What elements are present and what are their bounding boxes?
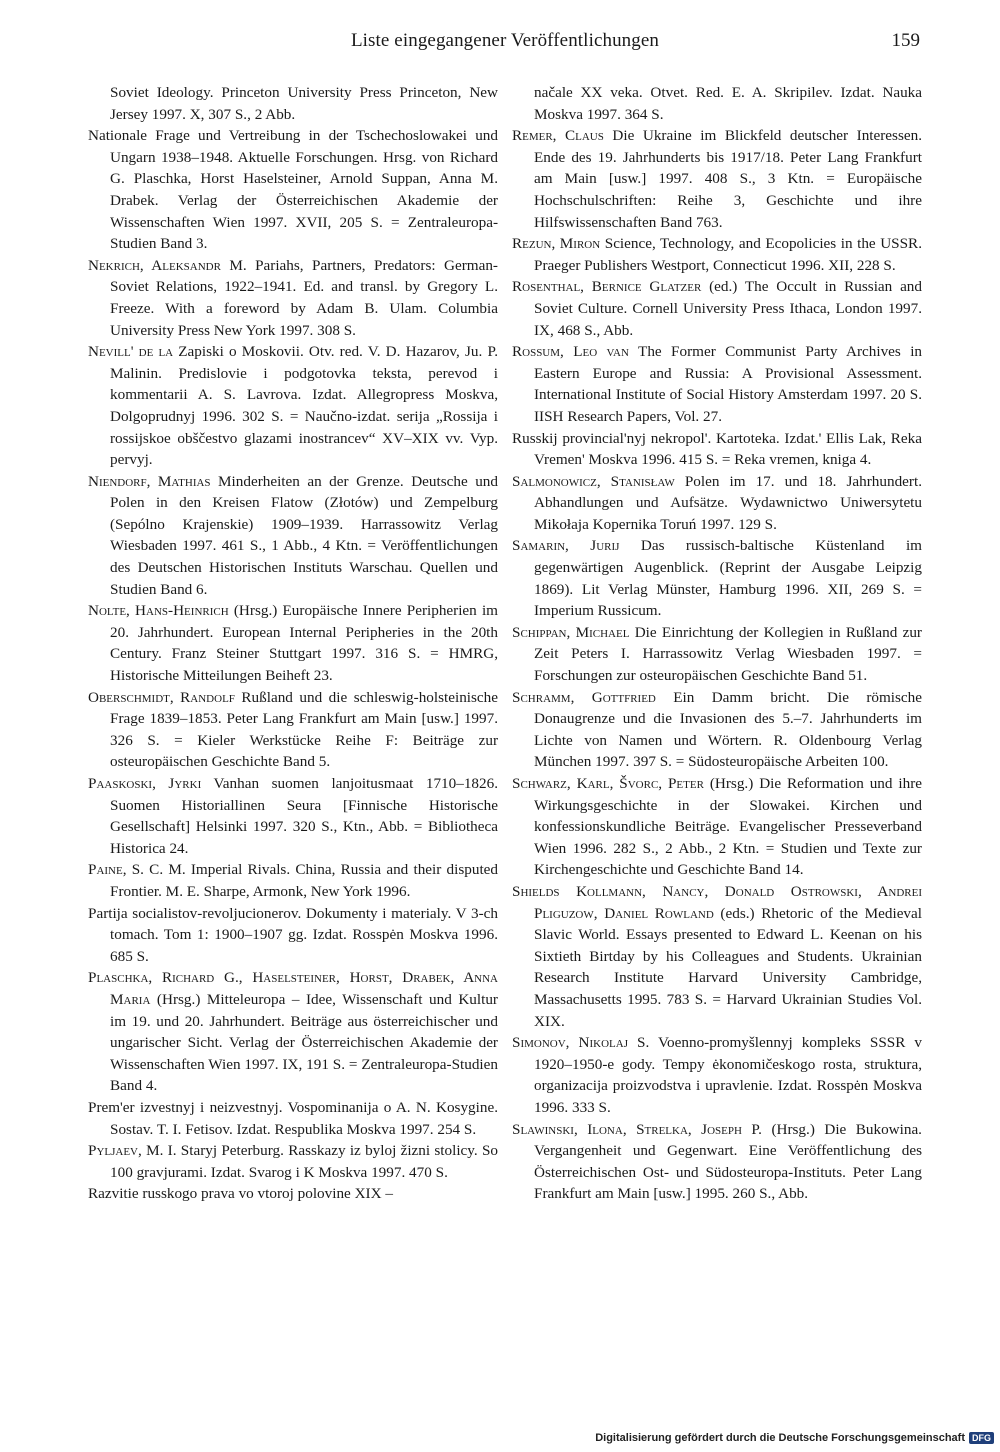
entry-author: Shields Kollmann, Nancy, Donald Ostrowski, Andrei Pliguzow, Daniel Rowland [512, 882, 922, 922]
entry-text: Nationale Frage und Vertreibung in der Tschechoslowakei und Ungarn 1938–1948. Aktuelle Forschungen. Hrsg. von Richard G. Plaschka, Horst Haselsteiner, Arnold Suppan, Anna M. Drabek. Verlag der Österreichischen Akademie der Wissenschaften Wien 1997. XVII, 205 S. = Zentraleuropa-Studien Band 3. [88, 127, 498, 253]
bibliography-entry [512, 881, 922, 1032]
entry-text: Razvitie russkogo prava vo vtoroj polovine XIX – [88, 1185, 393, 1203]
bibliography-entry [88, 1097, 498, 1140]
bibliography-entry [88, 1183, 498, 1205]
bibliography-entry [88, 967, 498, 1097]
entry-author: Rosenthal, Bernice Glatzer [512, 278, 702, 296]
bibliography-entry [512, 82, 922, 125]
bibliography-entry [88, 859, 498, 902]
entry-text: Rußland und die schleswig-holsteinische Frage 1839–1853. Peter Lang Frankfurt am Main [usw.] 1997. 326 S. = Kieler Werkstücke Reihe F: Beiträge zur osteuropäischen Geschichte Band 5. [110, 688, 498, 771]
entry-text: Vanhan suomen lanjoitusmaat 1710–1826. Suomen Historiallinen Seura [Finnische Historische Gesellschaft] Helsinki 1997. 320 S., Ktn., Abb. = Bibliotheca Historica 24. [110, 775, 498, 857]
entry-text: Soviet Ideology. Princeton University Press Princeton, New Jersey 1997. X, 307 S., 2 Abb. [110, 84, 498, 123]
running-title: Liste eingegangener Veröffentlichungen [350, 30, 660, 51]
bibliography-entry [512, 1032, 922, 1118]
bibliography-entry [512, 773, 922, 881]
entry-text: Die Ukraine im Blickfeld deutscher Interessen. Ende des 19. Jahrhunderts bis 1917/18. Peter Lang Frankfurt am Main [usw.] 1997. 408 S., 3 Ktn. = Europäische Hochschulschriften: Reihe 3, Geschichte und ihre Hilfswissenschaften Band 763. [534, 127, 922, 231]
entry-text: Zapiski o Moskovii. Otv. red. V. D. Hazarov, Ju. P. Malinin. Predislovie i podgotovka teksta, perevod i kommentarii A. S. Lavrova. Izdat. Allegropress Moskva, Dolgoprudnyj 1996. 302 S. = Naučno-izdat. serija „Rossija i rossijskoe obščestvo glazami inostrancev“ XV–XIX vv. Vyp. pervyj. [110, 343, 499, 469]
bibliography-entry [88, 687, 498, 773]
entry-text: Staryj Peterburg. Rasskazy iz byloj žizni stolicy. So 100 gravjurami. Izdat. Svarog i K Moskva 1997. 470 S. [110, 1142, 499, 1181]
entry-author: Paine, S. C. M. [88, 861, 186, 879]
bibliography-entry [512, 535, 922, 621]
bibliography-entry [88, 471, 498, 601]
right-column [512, 82, 922, 1205]
entry-author: Nolte, Hans-Heinrich [88, 602, 229, 620]
entry-text: Prem'er izvestnyj i neizvestnyj. Vospominanija o A. N. Kosygine. Sostav. T. I. Fetisov. Izdat. Respublika Moskva 1997. 254 S. [88, 1098, 498, 1138]
entry-text: (Hrsg.) Die Reformation und ihre Wirkungsgeschichte in der Slowakei. Kirchen und konfessionskundliche Beiträge. Evangelischer Presseverband Wien 1996. 282 S., 2 Abb., 2 Ktn. = Studien und Texte zur Kirchengeschichte und Geschichte Band 14. [534, 775, 923, 879]
entry-text: Russkij provincial'nyj nekropol'. Kartoteka. Izdat.' Ellis Lak, Reka Vremen' Moskva 1996. 415 S. = Reka vremen, kniga 4. [512, 429, 922, 469]
entry-text: (ed.) The Occult in Russian and Soviet Culture. Cornell University Press Ithaca, London 1997. IX, 468 S., Abb. [534, 278, 922, 339]
entry-author: Slawinski, Ilona, Strelka, Joseph P. [512, 1120, 762, 1138]
bibliography-entry [88, 903, 498, 968]
bibliography-entry [512, 276, 922, 341]
entry-author: Plaschka, Richard G., Haselsteiner, Horst, Drabek, Anna Maria [88, 969, 498, 1008]
entry-author: Niendorf, Mathias [88, 472, 211, 490]
bibliography-entry [88, 1140, 498, 1183]
entry-author: Oberschmidt, Randolf [88, 688, 235, 706]
entry-text: (Hrsg.) Die Bukowina. Vergangenheit und Gegenwart. Eine Veröffentlichung des Österreichischen Ost- und Südosteuropa-Instituts. Peter Lang Frankfurt am Main [usw.] 1995. 260 S., Abb. [534, 1120, 922, 1203]
entry-text: Minderheiten an der Grenze. Deutsche und Polen in den Kreisen Flatow (Złotów) und Zempelburg (Sepólno Krajenskie) 1909–1939. Harrassowitz Verlag Wiesbaden 1997. 461 S., 1 Abb., 4 Ktn. = Veröffentlichungen des Deutschen Historischen Instituts Warschau. Quellen und Studien Band 6. [110, 472, 498, 598]
entry-text: Partija socialistov-revoljucionerov. Dokumenty i materialy. V 3-ch tomach. Tom 1: 1900–1907 gg. Izdat. Rosspėn Moskva 1996. 685 S. [88, 904, 498, 965]
page-number: 159 [891, 30, 920, 51]
bibliography-entry [512, 687, 922, 773]
bibliography-entry [512, 428, 922, 471]
footer-credit: Digitalisierung gefördert durch die Deutsche Forschungsgemeinschaft [595, 1432, 965, 1444]
bibliography-entry [88, 773, 498, 859]
left-column [88, 82, 498, 1205]
entry-text: The Former Communist Party Archives in Eastern Europe and Russia: A Provisional Assessment. International Institute of Social History Amsterdam 1997. 20 S. IISH Research Papers, Vol. 27. [534, 343, 923, 425]
entry-text: Polen im 17. und 18. Jahrhundert. Abhandlungen und Aufsätze. Wydawnictwo Uniwersytetu Mikołaja Kopernika Toruń 1997. 129 S. [534, 472, 922, 533]
entry-text: (eds.) Rhetoric of the Medieval Slavic World. Essays presented to Edward L. Keenan on his Sixtieth Birtday by his Colleagues and Students. Ukrainian Research Institute Harvard University Cambridge, Massachusetts 1995. 783 S. = Harvard Ukrainian Studies Vol. XIX. [534, 904, 922, 1030]
bibliography-entry [512, 622, 922, 687]
entry-author: Paaskoski, Jyrki [88, 775, 202, 792]
entry-author: Salmonowicz, Stanisław [512, 472, 675, 490]
entry-author: Nevill' de la [88, 343, 174, 361]
entry-author: Pyljaev, M. I. [88, 1142, 177, 1160]
bibliography-entry [512, 125, 922, 233]
entry-text: Imperial Rivals. China, Russia and their disputed Frontier. M. E. Sharpe, Armonk, New York 1996. [110, 861, 498, 900]
entry-author: Schramm, Gottfried [512, 688, 656, 706]
entry-text: Ein Damm bricht. Die römische Donaugrenze und die Invasionen des 5.–7. Jahrhunderts im Lichte von Namen und Wörtern. R. Oldenbourg Verlag München 1997. 397 S. = Südosteuropäische Arbeiten 100. [534, 688, 922, 771]
entry-text: Das russisch-baltische Küstenland im gegenwärtigen Augenblick. (Reprint der Ausgabe Leipzig 1869). Lit Verlag Münster, Hamburg 1996. XII, 269 S. = Imperium Russicum. [534, 537, 922, 620]
dfg-logo: DFG [969, 1432, 994, 1444]
bibliography-entry [88, 255, 498, 341]
page-header [90, 30, 920, 58]
entry-author: Remer, Claus [512, 127, 604, 145]
bibliography-entry [512, 471, 922, 536]
entry-author: Schippan, Michael [512, 623, 630, 641]
entry-text: Science, Technology, and Ecopolicies in the USSR. Praeger Publishers Westport, Connecticut 1996. XII, 228 S. [534, 235, 922, 274]
bibliography-entry [512, 233, 922, 276]
bibliography-entry [88, 82, 498, 125]
bibliography-entry [88, 341, 498, 471]
bibliography-entry [88, 600, 498, 686]
entry-text: M. Pariahs, Partners, Predators: German-Soviet Relations, 1922–1941. Ed. and transl. by Gregory L. Freeze. With a foreword by Adam B. Ulam. Columbia University Press New York 1997. 308 S. [110, 256, 498, 339]
entry-text: Die Einrichtung der Kollegien in Rußland zur Zeit Peters I. Harrassowitz Verlag Wiesbaden 1997. = Forschungen zur osteuropäischen Geschichte Band 51. [534, 623, 922, 685]
bibliography-entry [88, 125, 498, 255]
page-footer [595, 1432, 994, 1444]
entry-text: načale XX veka. Otvet. Red. E. A. Skripilev. Izdat. Nauka Moskva 1997. 364 S. [534, 84, 922, 123]
bibliography-entry [512, 1119, 922, 1205]
entry-author: Nekrich, Aleksandr [88, 256, 221, 274]
entry-author: Schwarz, Karl, Švorc, Peter [512, 775, 704, 792]
entry-text: (Hrsg.) Mitteleuropa – Idee, Wissenschaft und Kultur im 19. und 20. Jahrhundert. Beiträge aus österreichischer und ungarischer Sicht. Verlag der Österreichischen Akademie der Wissenschaften Wien 1997. IX, 191 S. = Zentraleuropa-Studien Band 4. [110, 990, 498, 1095]
entry-author: Simonov, Nikolaj S. [512, 1034, 650, 1052]
entry-author: Samarin, Jurij [512, 537, 620, 555]
entry-text: Voenno-promyšlennyj kompleks SSSR v 1920–1950-e gody. Tempy ėkonomičeskogo rosta, struktura, organizacija proizvodstva i upravlenie. Izdat. Rosspėn Moskva 1996. 333 S. [534, 1034, 922, 1116]
entry-author: Rezun, Miron [512, 235, 601, 253]
entry-text: (Hrsg.) Europäische Innere Peripherien im 20. Jahrhundert. European Internal Peripheries in the 20th Century. Franz Steiner Stuttgart 1997. 316 S. = HMRG, Historische Mitteilungen Beiheft 23. [110, 602, 499, 685]
entry-author: Rossum, Leo van [512, 343, 629, 361]
bibliography-entry [512, 341, 922, 427]
